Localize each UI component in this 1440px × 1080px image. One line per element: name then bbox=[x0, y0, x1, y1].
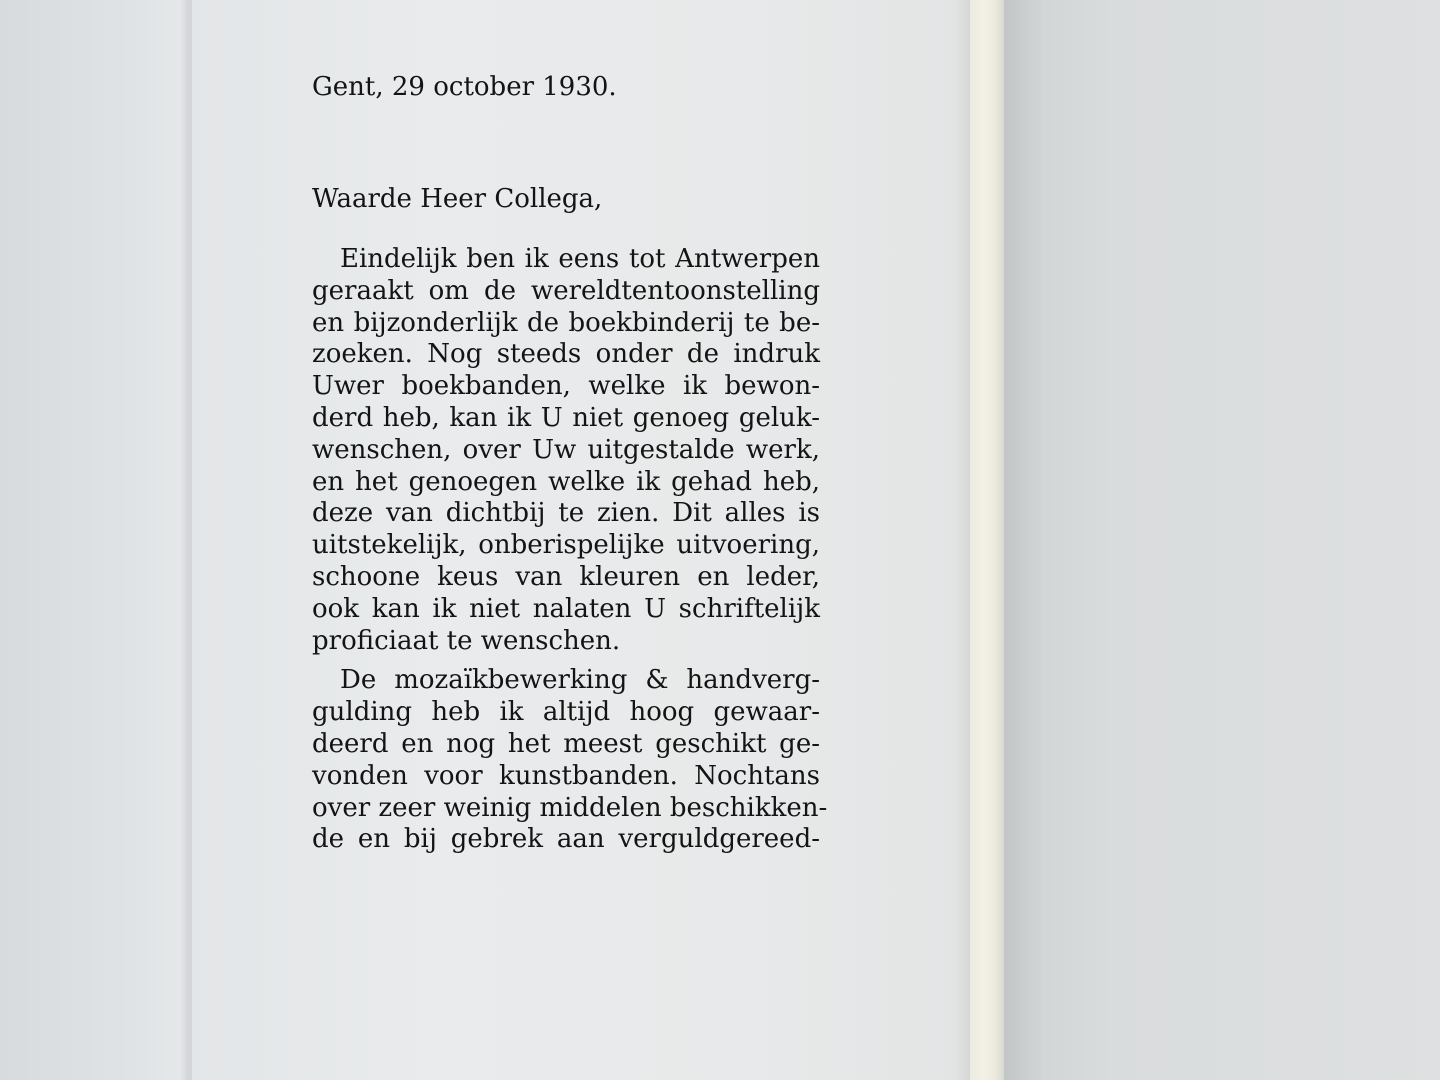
text-line: de en bij gebrek aan verguldgereed- bbox=[312, 824, 820, 855]
text-line: schoone keus van kleuren en leder, bbox=[312, 561, 820, 592]
text-line: en bijzonderlijk de boekbinderij te be- bbox=[312, 307, 820, 338]
text-line: en het genoegen welke ik gehad heb, bbox=[312, 466, 820, 497]
text-line: deerd en nog het meest geschikt ge- bbox=[312, 728, 820, 759]
text-line: De mozaïkbewerking & handverg- bbox=[340, 665, 820, 696]
right-paper-sheet bbox=[1004, 0, 1440, 1080]
place-and-date: Gent, 29 october 1930. bbox=[312, 72, 617, 102]
text-line: over zeer weinig middelen beschikken- bbox=[312, 792, 828, 823]
letter-body bbox=[312, 244, 828, 856]
paragraph-2 bbox=[312, 665, 828, 856]
text-line: gulding heb ik altijd hoog gewaar- bbox=[312, 697, 820, 728]
paragraph-gap bbox=[312, 657, 820, 665]
left-background bbox=[0, 0, 190, 1080]
text-line: uitstekelijk, onberispelijke uitvoering, bbox=[312, 530, 820, 561]
text-line: Uwer boekbanden, welke ik bewon- bbox=[312, 371, 820, 402]
text-line: ook kan ik niet nalaten U schriftelijk bbox=[312, 593, 820, 624]
text-line: geraakt om de wereldtentoonstelling bbox=[312, 275, 820, 306]
text-line: vonden voor kunstbanden. Nochtans bbox=[312, 760, 820, 791]
right-sheet-fold-shadow bbox=[1004, 0, 1044, 1080]
text-line: Eindelijk ben ik eens tot Antwerpen bbox=[340, 244, 820, 274]
text-line: zoeken. Nog steeds onder de indruk bbox=[312, 339, 820, 370]
text-line: wenschen, over Uw uitgestalde werk, bbox=[312, 434, 820, 465]
text-line: deze van dichtbij te zien. Dit alles is bbox=[312, 498, 820, 529]
text-line: proficiaat te wenschen. bbox=[312, 625, 621, 656]
deckled-paper-edge bbox=[970, 0, 1004, 1080]
paragraph-1 bbox=[312, 244, 820, 657]
letter-text bbox=[312, 72, 828, 855]
text-line: derd heb, kan ik U niet genoeg geluk- bbox=[312, 402, 820, 433]
salutation: Waarde Heer Collega, bbox=[312, 184, 603, 214]
